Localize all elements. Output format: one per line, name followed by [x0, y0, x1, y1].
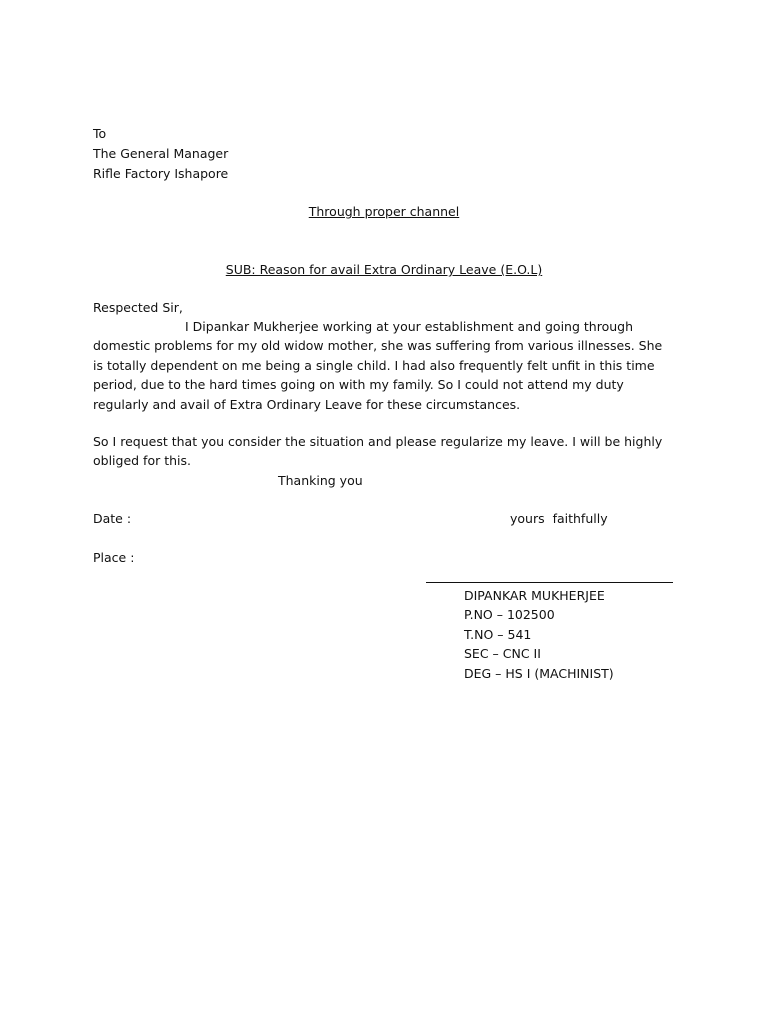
- signature-deg: DEG – HS I (MACHINIST): [464, 666, 614, 681]
- signature-name: DIPANKAR MUKHERJEE: [464, 588, 605, 603]
- request-line: So I request that you consider the situation and please regularize my leave. I will be highly: [93, 434, 663, 449]
- signature-tno: T.NO – 541: [464, 627, 532, 642]
- body-line: I Dipankar Mukherjee working at your establishment and going through: [185, 319, 633, 334]
- subject-line: SUB: Reason for avail Extra Ordinary Leave (E.O.L): [225, 262, 543, 277]
- body-line: domestic problems for my old widow mother, she was suffering from various illnesses. She: [93, 338, 663, 354]
- channel-line: Through proper channel: [308, 204, 460, 219]
- signature-line: [426, 582, 673, 583]
- request-paragraph: [93, 432, 673, 471]
- date-label: Date :: [93, 511, 132, 526]
- closing-line: yours faithfully: [510, 511, 608, 526]
- letter-body: [93, 317, 673, 414]
- recipient-organization: Rifle Factory Ishapore: [93, 166, 229, 181]
- body-line: is totally dependent on me being a single child. I had also frequently felt unfit in this time: [93, 357, 655, 373]
- body-line: regularly and avail of Extra Ordinary Leave for these circumstances.: [93, 396, 521, 412]
- salutation: Respected Sir,: [93, 300, 183, 315]
- request-line: obliged for this.: [93, 453, 192, 469]
- recipient-to: To: [93, 126, 107, 141]
- signature-sec: SEC – CNC II: [464, 646, 541, 661]
- signature-pno: P.NO – 102500: [464, 607, 555, 622]
- thanking-line: Thanking you: [278, 473, 363, 488]
- recipient-designation: The General Manager: [93, 146, 229, 161]
- body-line: period, due to the hard times going on with my family. So I could not attend my duty: [93, 377, 624, 393]
- place-label: Place :: [93, 550, 135, 565]
